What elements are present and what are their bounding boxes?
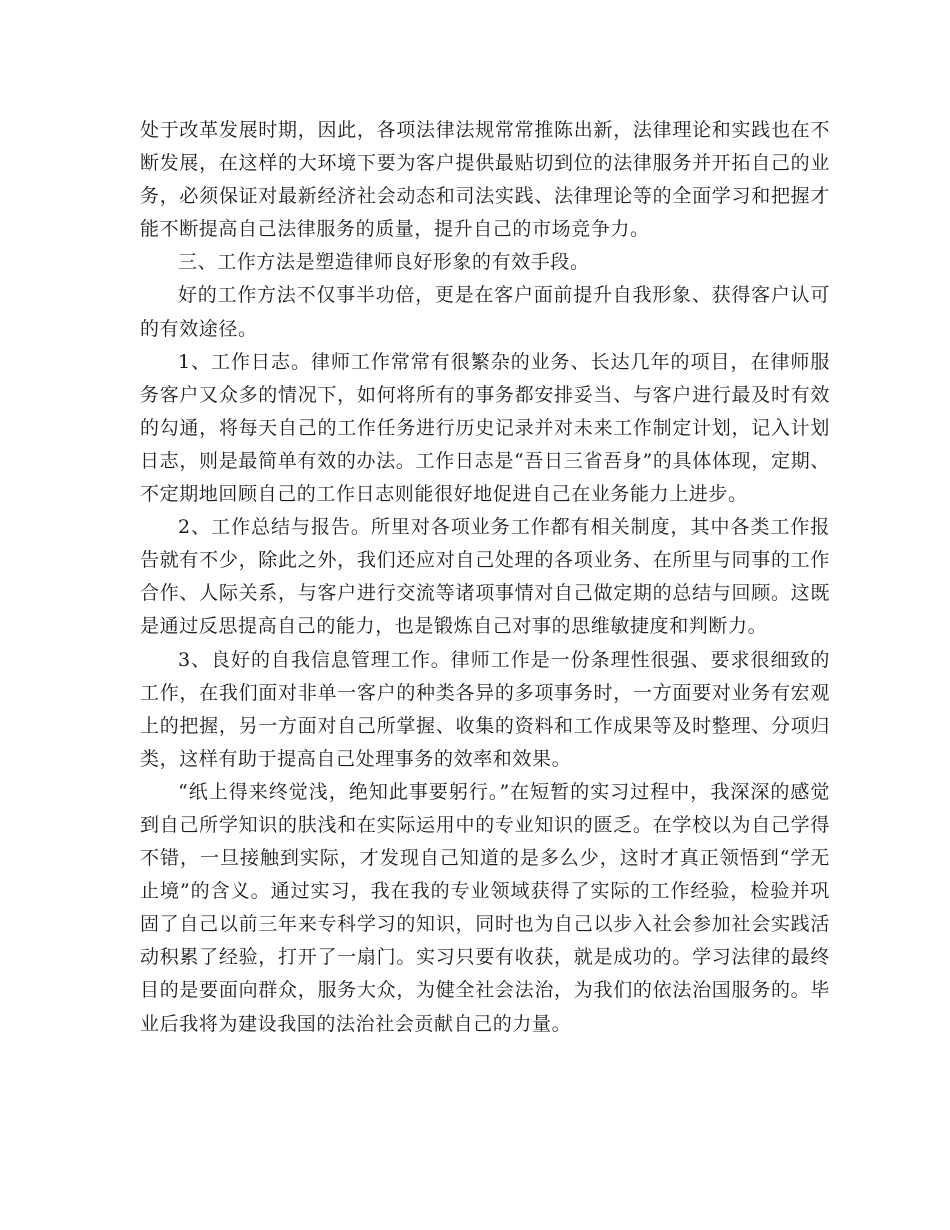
section-heading-work-methods: 三、工作方法是塑造律师良好形象的有效手段。 xyxy=(178,251,590,274)
paragraph-work-summary: 2、工作总结与报告。所里对各项业务工作都有相关制度，其中各类工作报告就有不少，除此之外，我们还应对自己处理的各项业务、在所里与同事的工作合作、人际关系，与客户进行交流等诸项事情对自己做定期的总结与回顾。这既是通过反思提高自己的能力，也是锻炼自己对事的思维敏捷度和判断力。 xyxy=(140,516,830,638)
paragraph-info-management: 3、良好的自我信息管理工作。律师工作是一份条理性很强、要求很细致的工作，在我们面对非单一客户的种类各异的多项事务时，一方面要对业务有宏观上的把握，另一方面对自己所掌握、收集的资料和工作成果等及时整理、分项归类，这样有助于提高自己处理事务的效率和效果。 xyxy=(140,648,830,770)
paragraph-work-log: 1、工作日志。律师工作常常有很繁杂的业务、长达几年的项目，在律师服务客户又众多的情况下，如何将所有的事务都安排妥当、与客户进行最及时有效的勾通，将每天自己的工作任务进行历史记录并对未来工作制定计划，记入计划日志，则是最简单有效的办法。工作日志是“吾日三省吾身”的具体体现，定期、不定期地回顾自己的工作日志则能很好地促进自己在业务能力上进步。 xyxy=(140,350,830,506)
paragraph-conclusion: “纸上得来终觉浅，绝知此事要躬行。”在短暂的实习过程中，我深深的感觉到自己所学知识的肤浅和在实际运用中的专业知识的匮乏。在学校以为自己学得不错，一旦接触到实际，才发现自己知道的是多么少，这时才真正领悟到“学无止境”的含义。通过实习，我在我的专业领域获得了实际的工作经验，检验并巩固了自己以前三年来专科学习的知识，同时也为自己以步入社会参加社会实践活动积累了经验，打开了一扇门。实习只要有收获，就是成功的。学习法律的最终目的是要面向群众，服务大众，为健全社会法治，为我们的依法治国服务的。毕业后我将为建设我国的法治社会贡献自己的力量。 xyxy=(140,780,830,1035)
paragraph-continuation: 处于改革发展时期，因此，各项法律法规常常推陈出新，法律理论和实践也在不断发展，在这样的大环境下要为客户提供最贴切到位的法律服务并开拓自己的业务，必须保证对最新经济社会动态和司法实践、法律理论等的全面学习和把握才能不断提高自己法律服务的质量，提升自己的市场竞争力。 xyxy=(140,119,830,241)
document-body xyxy=(140,114,830,1041)
paragraph-work-methods-intro: 好的工作方法不仅事半功倍，更是在客户面前提升自我形象、获得客户认可的有效途径。 xyxy=(140,284,830,340)
